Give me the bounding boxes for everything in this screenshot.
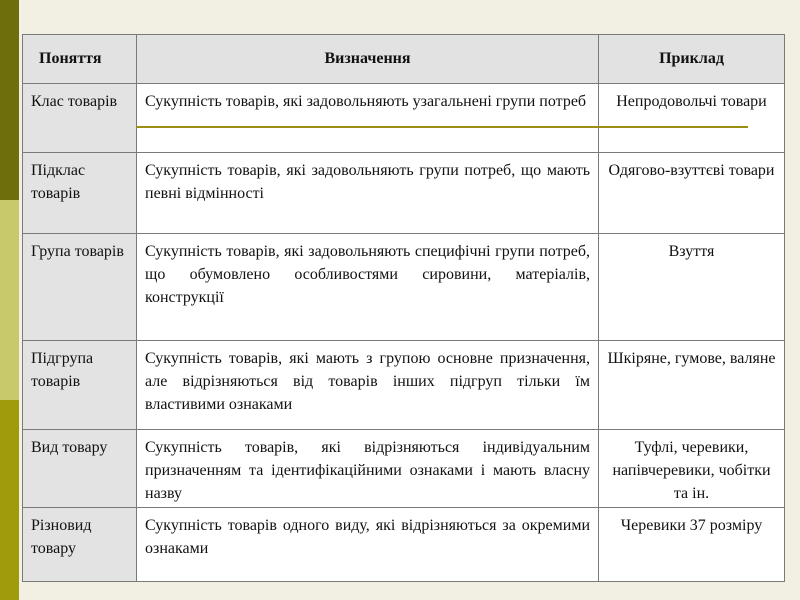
concept-cell: Клас товарів bbox=[23, 84, 137, 153]
sidebar-stripe-mid bbox=[0, 400, 19, 600]
table-row bbox=[23, 84, 785, 153]
classification-table bbox=[22, 34, 785, 582]
concept-cell: Підгрупа товарів bbox=[23, 341, 137, 430]
header-concept: Поняття bbox=[23, 35, 137, 84]
example-cell: Одягово-взуттєві товари bbox=[599, 153, 785, 234]
definition-cell: Сукупність товарів, які мають з групою основне призначення, але відрізняються від товарів інших підгруп тільки їм властивими ознаками bbox=[137, 341, 599, 430]
header-definition: Визначення bbox=[137, 35, 599, 84]
table-row bbox=[23, 430, 785, 508]
definition-cell: Сукупність товарів, які відрізняються індивідуальним призначенням та ідентифікаційними ознаками і мають власну назву bbox=[137, 430, 599, 508]
example-cell: Непродовольчі товари bbox=[599, 84, 785, 153]
table-row bbox=[23, 153, 785, 234]
concept-cell: Різновид товару bbox=[23, 508, 137, 582]
sidebar-stripe-dark bbox=[0, 0, 19, 200]
table-row bbox=[23, 341, 785, 430]
sidebar-stripe-light bbox=[0, 200, 19, 400]
table-row bbox=[23, 508, 785, 582]
example-cell: Туфлі, черевики, напівчеревики, чобітки та ін. bbox=[599, 430, 785, 508]
definition-cell: Сукупність товарів, які задовольняють узагальнені групи потреб bbox=[137, 84, 599, 153]
example-cell: Черевики 37 розміру bbox=[599, 508, 785, 582]
annotation-underline bbox=[136, 126, 748, 128]
definition-cell: Сукупність товарів одного виду, які відрізняються за окремими ознаками bbox=[137, 508, 599, 582]
concept-cell: Вид товару bbox=[23, 430, 137, 508]
header-example: Приклад bbox=[599, 35, 785, 84]
definition-cell: Сукупність товарів, які задовольняють групи потреб, що мають певні відмінності bbox=[137, 153, 599, 234]
concept-cell: Група товарів bbox=[23, 234, 137, 341]
table-header-row bbox=[23, 35, 785, 84]
concept-cell: Підклас товарів bbox=[23, 153, 137, 234]
table-row bbox=[23, 234, 785, 341]
example-cell: Шкіряне, гумове, валяне bbox=[599, 341, 785, 430]
example-cell: Взуття bbox=[599, 234, 785, 341]
definition-cell: Сукупність товарів, які задовольняють специфічні групи потреб, що обумовлено особливостями сировини, матеріалів, конструкції bbox=[137, 234, 599, 341]
